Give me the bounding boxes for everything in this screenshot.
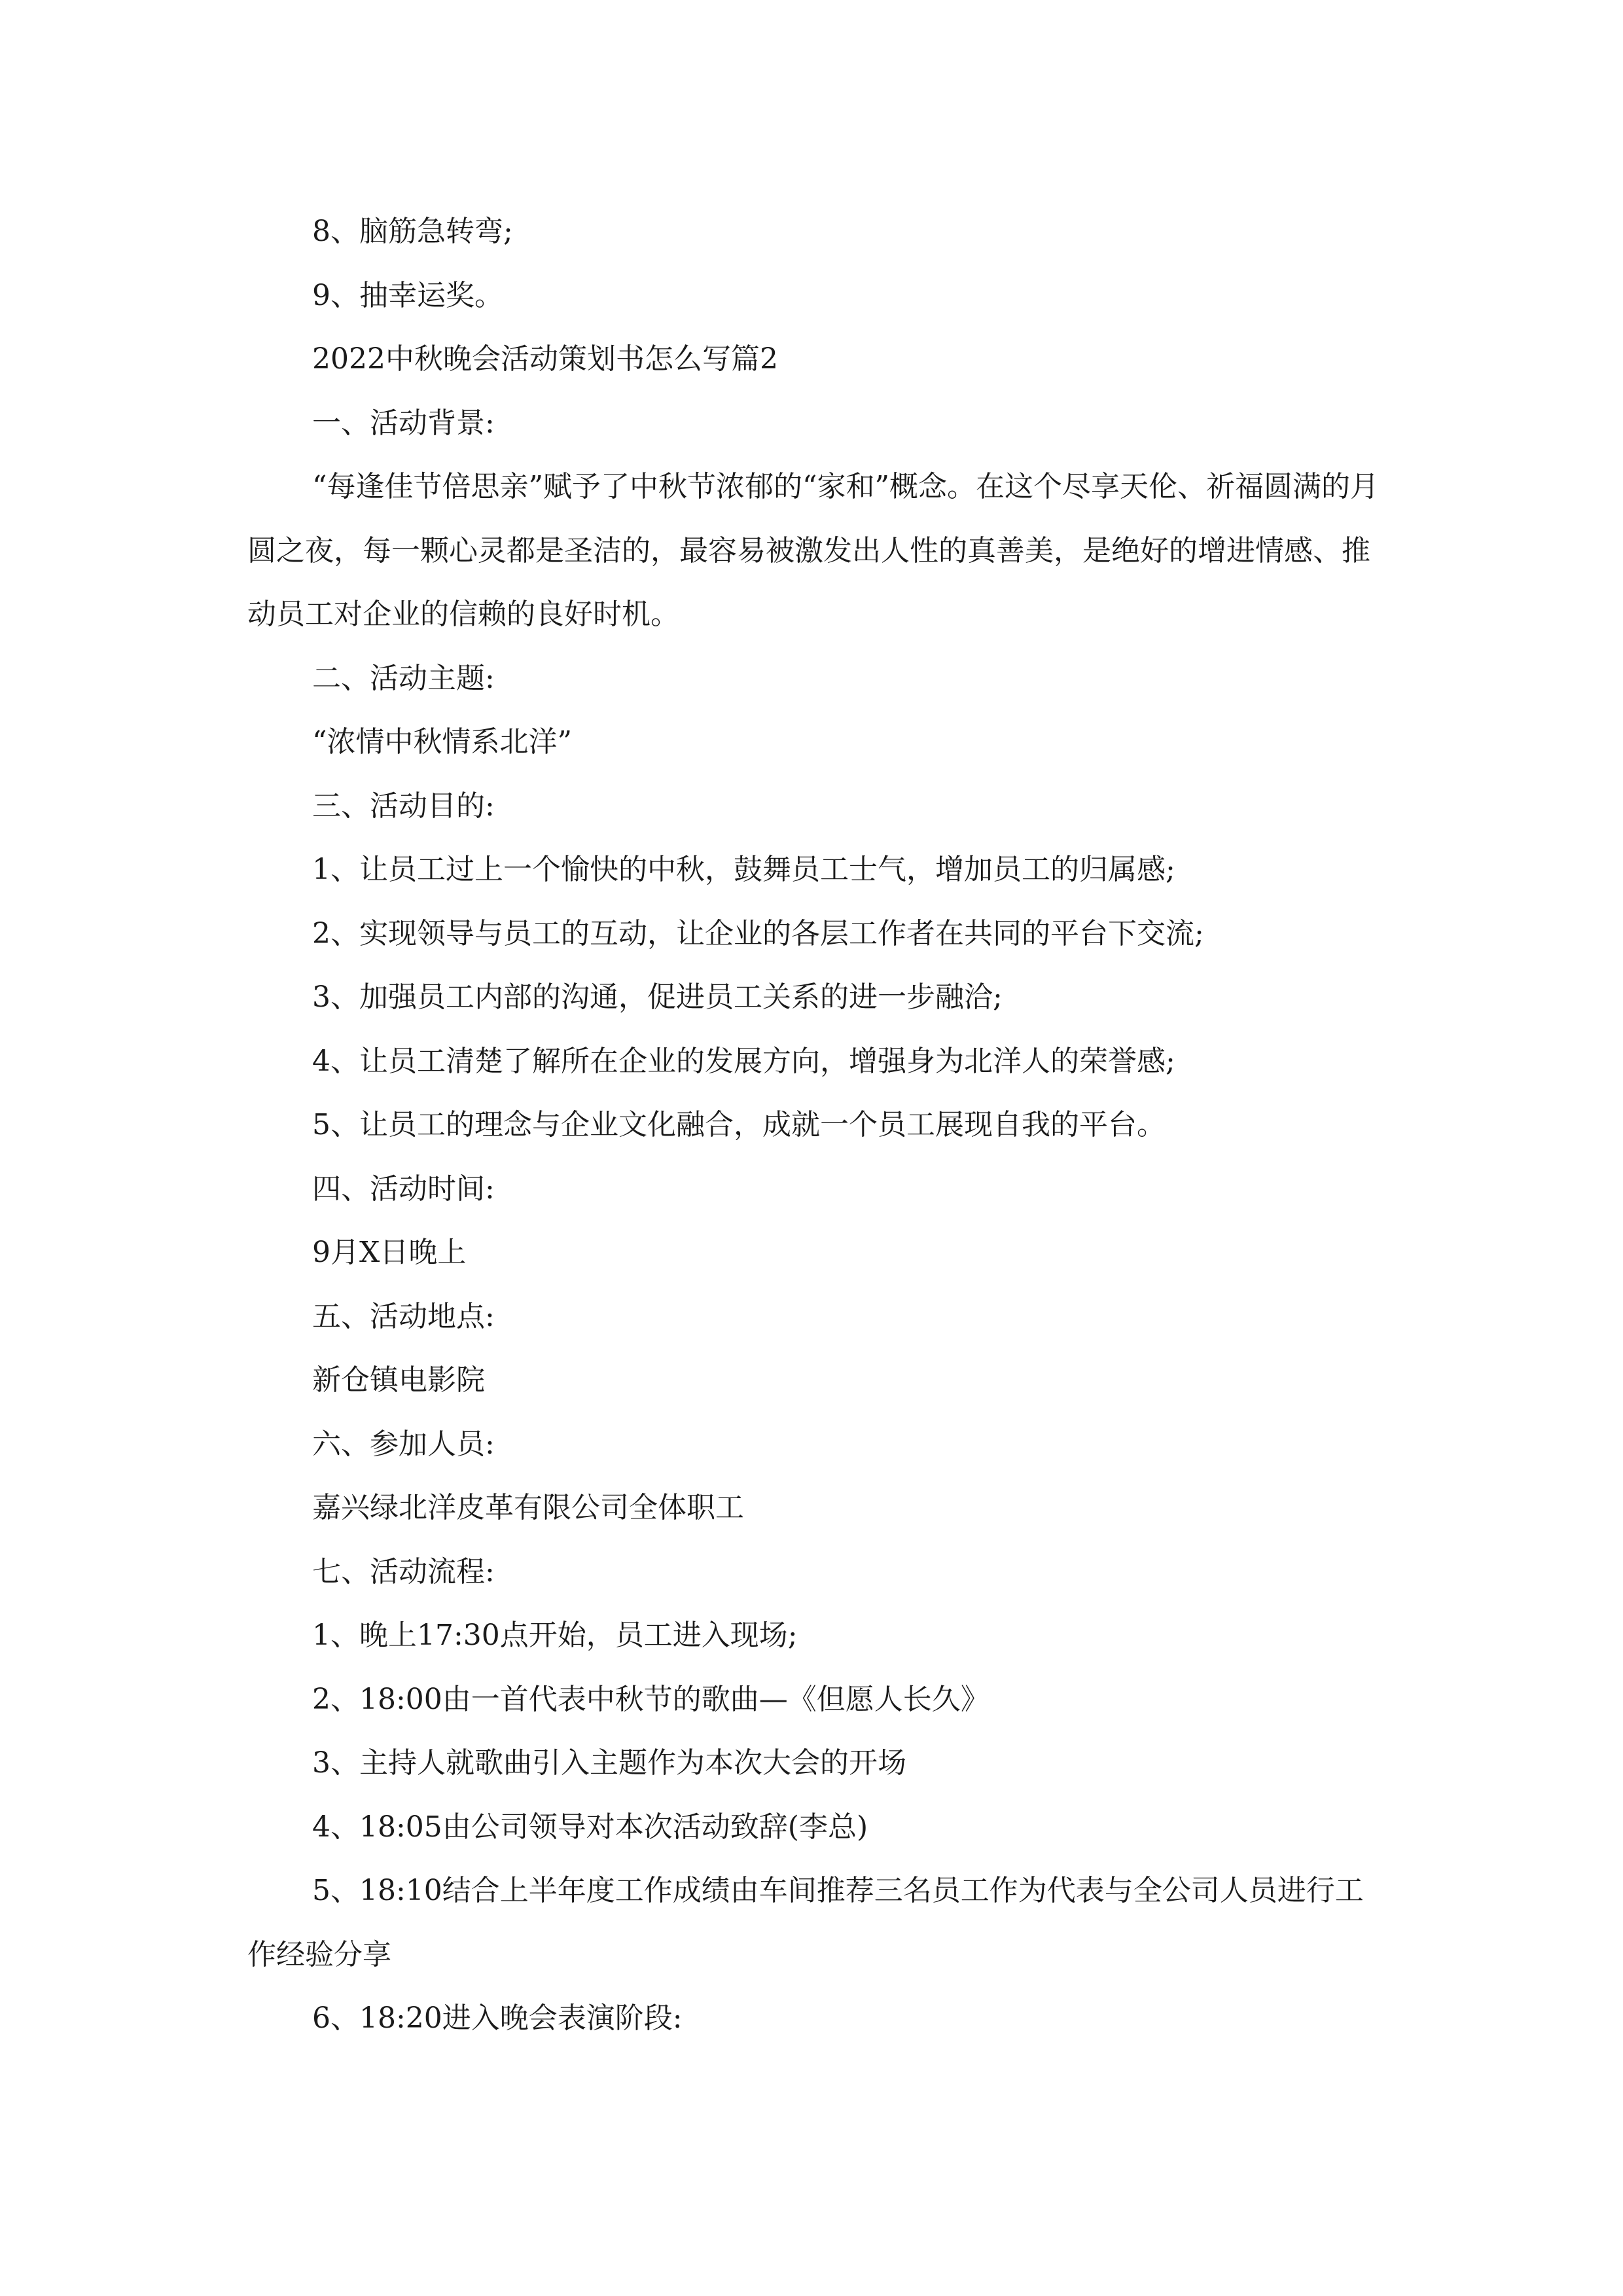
heading-theme: 二、活动主题: bbox=[312, 661, 495, 695]
process-item-2: 2、18:00由一首代表中秋节的歌曲—《但愿人长久》 bbox=[312, 1682, 990, 1716]
purpose-item-4: 4、让员工清楚了解所在企业的发展方向，增强身为北洋人的荣誉感; bbox=[312, 1044, 1175, 1078]
process-item-3: 3、主持人就歌曲引入主题作为本次大会的开场 bbox=[312, 1746, 906, 1780]
section-title: 2022中秋晚会活动策划书怎么写篇2 bbox=[312, 342, 778, 376]
heading-participants: 六、参加人员: bbox=[312, 1427, 495, 1461]
paragraph-time: 9月X日晚上 bbox=[312, 1236, 467, 1269]
process-item-4: 4、18:05由公司领导对本次活动致辞(李总) bbox=[312, 1810, 868, 1844]
purpose-item-3: 3、加强员工内部的沟通，促进员工关系的进一步融洽; bbox=[312, 980, 1003, 1014]
paragraph-theme: “浓情中秋情系北洋” bbox=[312, 725, 572, 759]
heading-process: 七、活动流程: bbox=[312, 1554, 495, 1588]
process-item-6: 6、18:20进入晚会表演阶段: bbox=[312, 2001, 683, 2035]
heading-location: 五、活动地点: bbox=[312, 1299, 495, 1333]
list-item-lucky-draw: 9、抽幸运奖。 bbox=[312, 278, 503, 312]
paragraph-location: 新仓镇电影院 bbox=[312, 1363, 485, 1397]
purpose-item-2: 2、实现领导与员工的互动，让企业的各层工作者在共同的平台下交流; bbox=[312, 916, 1204, 950]
paragraph-participants: 嘉兴绿北洋皮革有限公司全体职工 bbox=[312, 1491, 744, 1524]
process-item-1: 1、晚上17:30点开始，员工进入现场; bbox=[312, 1619, 798, 1652]
list-item-brain-teaser: 8、脑筋急转弯; bbox=[312, 215, 513, 248]
process-item-5: 5、18:10结合上半年度工作成绩由车间推荐三名员工作为代表与全公司人员进行工作经验分享 bbox=[247, 1874, 1364, 1971]
heading-background: 一、活动背景: bbox=[312, 406, 495, 440]
purpose-item-1: 1、让员工过上一个愉快的中秋，鼓舞员工士气，增加员工的归属感; bbox=[312, 853, 1175, 886]
paragraph-background: “每逢佳节倍思亲”赋予了中秋节浓郁的“家和”概念。在这个尽享天伦、祈福圆满的月圆之夜，每一颗心灵都是圣洁的，最容易被激发出人性的真善美，是绝好的增进情感、推动员工对企业的信赖的良好时机。 bbox=[247, 470, 1379, 631]
purpose-item-5: 5、让员工的理念与企业文化融合，成就一个员工展现自我的平台。 bbox=[312, 1108, 1166, 1141]
heading-time: 四、活动时间: bbox=[312, 1172, 495, 1206]
document-body bbox=[247, 200, 1386, 2051]
heading-purpose: 三、活动目的: bbox=[312, 789, 495, 823]
